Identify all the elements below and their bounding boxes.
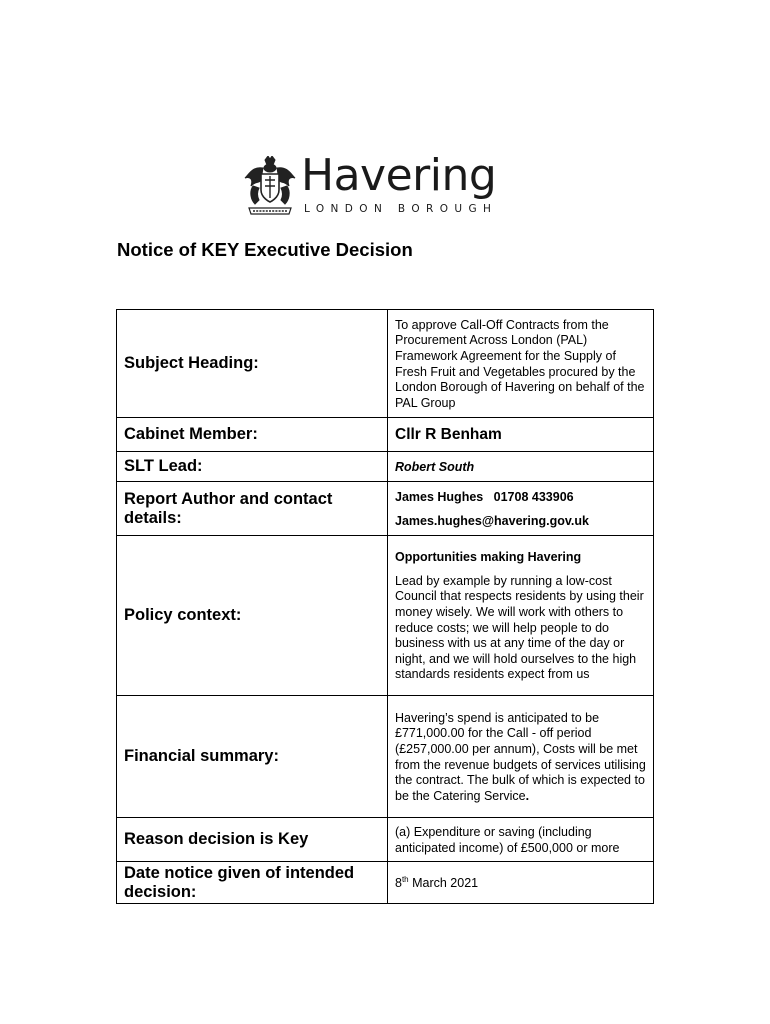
- slt-lead-cell: [388, 452, 654, 482]
- cabinet-member-label: Cabinet Member:: [117, 418, 388, 452]
- notice-date-label: Date notice given of intended decision:: [117, 862, 388, 904]
- slt-lead-value: Robert South: [395, 459, 475, 474]
- financial-summary-end: .: [525, 788, 530, 803]
- slt-lead-label: SLT Lead:: [117, 452, 388, 482]
- notice-date-day: 8: [395, 875, 402, 890]
- notice-date-suffix: th: [401, 874, 409, 884]
- logo-wordmark: Havering: [301, 150, 497, 201]
- table-row: [117, 482, 654, 536]
- policy-context-label: Policy context:: [117, 536, 388, 696]
- havering-logo: [243, 150, 523, 218]
- report-author-label: Report Author and contact details:: [117, 482, 388, 536]
- page-title: Notice of KEY Executive Decision: [117, 239, 413, 260]
- author-email: James.hughes@havering.gov.uk: [395, 513, 589, 528]
- reason-key-value: (a) Expenditure or saving (including anticipated income) of £500,000 or more: [388, 818, 654, 862]
- decision-table: [116, 309, 654, 904]
- table-row: [117, 452, 654, 482]
- subject-heading-label: Subject Heading:: [117, 310, 388, 418]
- cabinet-member-value: Cllr R Benham: [395, 426, 502, 444]
- table-row: [117, 818, 654, 862]
- report-author-cell: [388, 482, 654, 536]
- table-row: [117, 862, 654, 904]
- cabinet-member-cell: [388, 418, 654, 452]
- table-row: [117, 310, 654, 418]
- notice-date-cell: [388, 862, 654, 904]
- table-row: [117, 696, 654, 818]
- table-row: [117, 418, 654, 452]
- financial-summary-cell: [388, 696, 654, 818]
- coat-of-arms-icon: [243, 156, 297, 216]
- subject-heading-value: To approve Call-Off Contracts from the Procurement Across London (PAL) Framework Agreement for the Supply of Fresh Fruit and Vegetables procured by the London Borough of Havering on behalf of the PAL Group: [388, 310, 654, 418]
- financial-summary-label: Financial summary:: [117, 696, 388, 818]
- table-row: [117, 536, 654, 696]
- financial-summary-text: Havering’s spend is anticipated to be £771,000.00 for the Call - off period (£257,000.00 per annum), Costs will be met from the revenue budgets of services utilising the contract. The bulk of which is expected to be the Catering Service: [395, 710, 646, 803]
- policy-text: Lead by example by running a low-cost Council that respects residents by using their money wisely. We will work with others to reduce costs; we will help people to do business with us at any time of the day or night, and we will hold ourselves to the high standards residents expect from us: [395, 573, 644, 682]
- author-name-phone: James Hughes 01708 433906: [395, 489, 574, 504]
- reason-key-label: Reason decision is Key: [117, 818, 388, 862]
- notice-date-rest: March 2021: [408, 875, 479, 890]
- policy-context-cell: [388, 536, 654, 696]
- logo-subtitle: LONDON BOROUGH: [304, 203, 498, 215]
- policy-heading: Opportunities making Havering: [395, 550, 582, 565]
